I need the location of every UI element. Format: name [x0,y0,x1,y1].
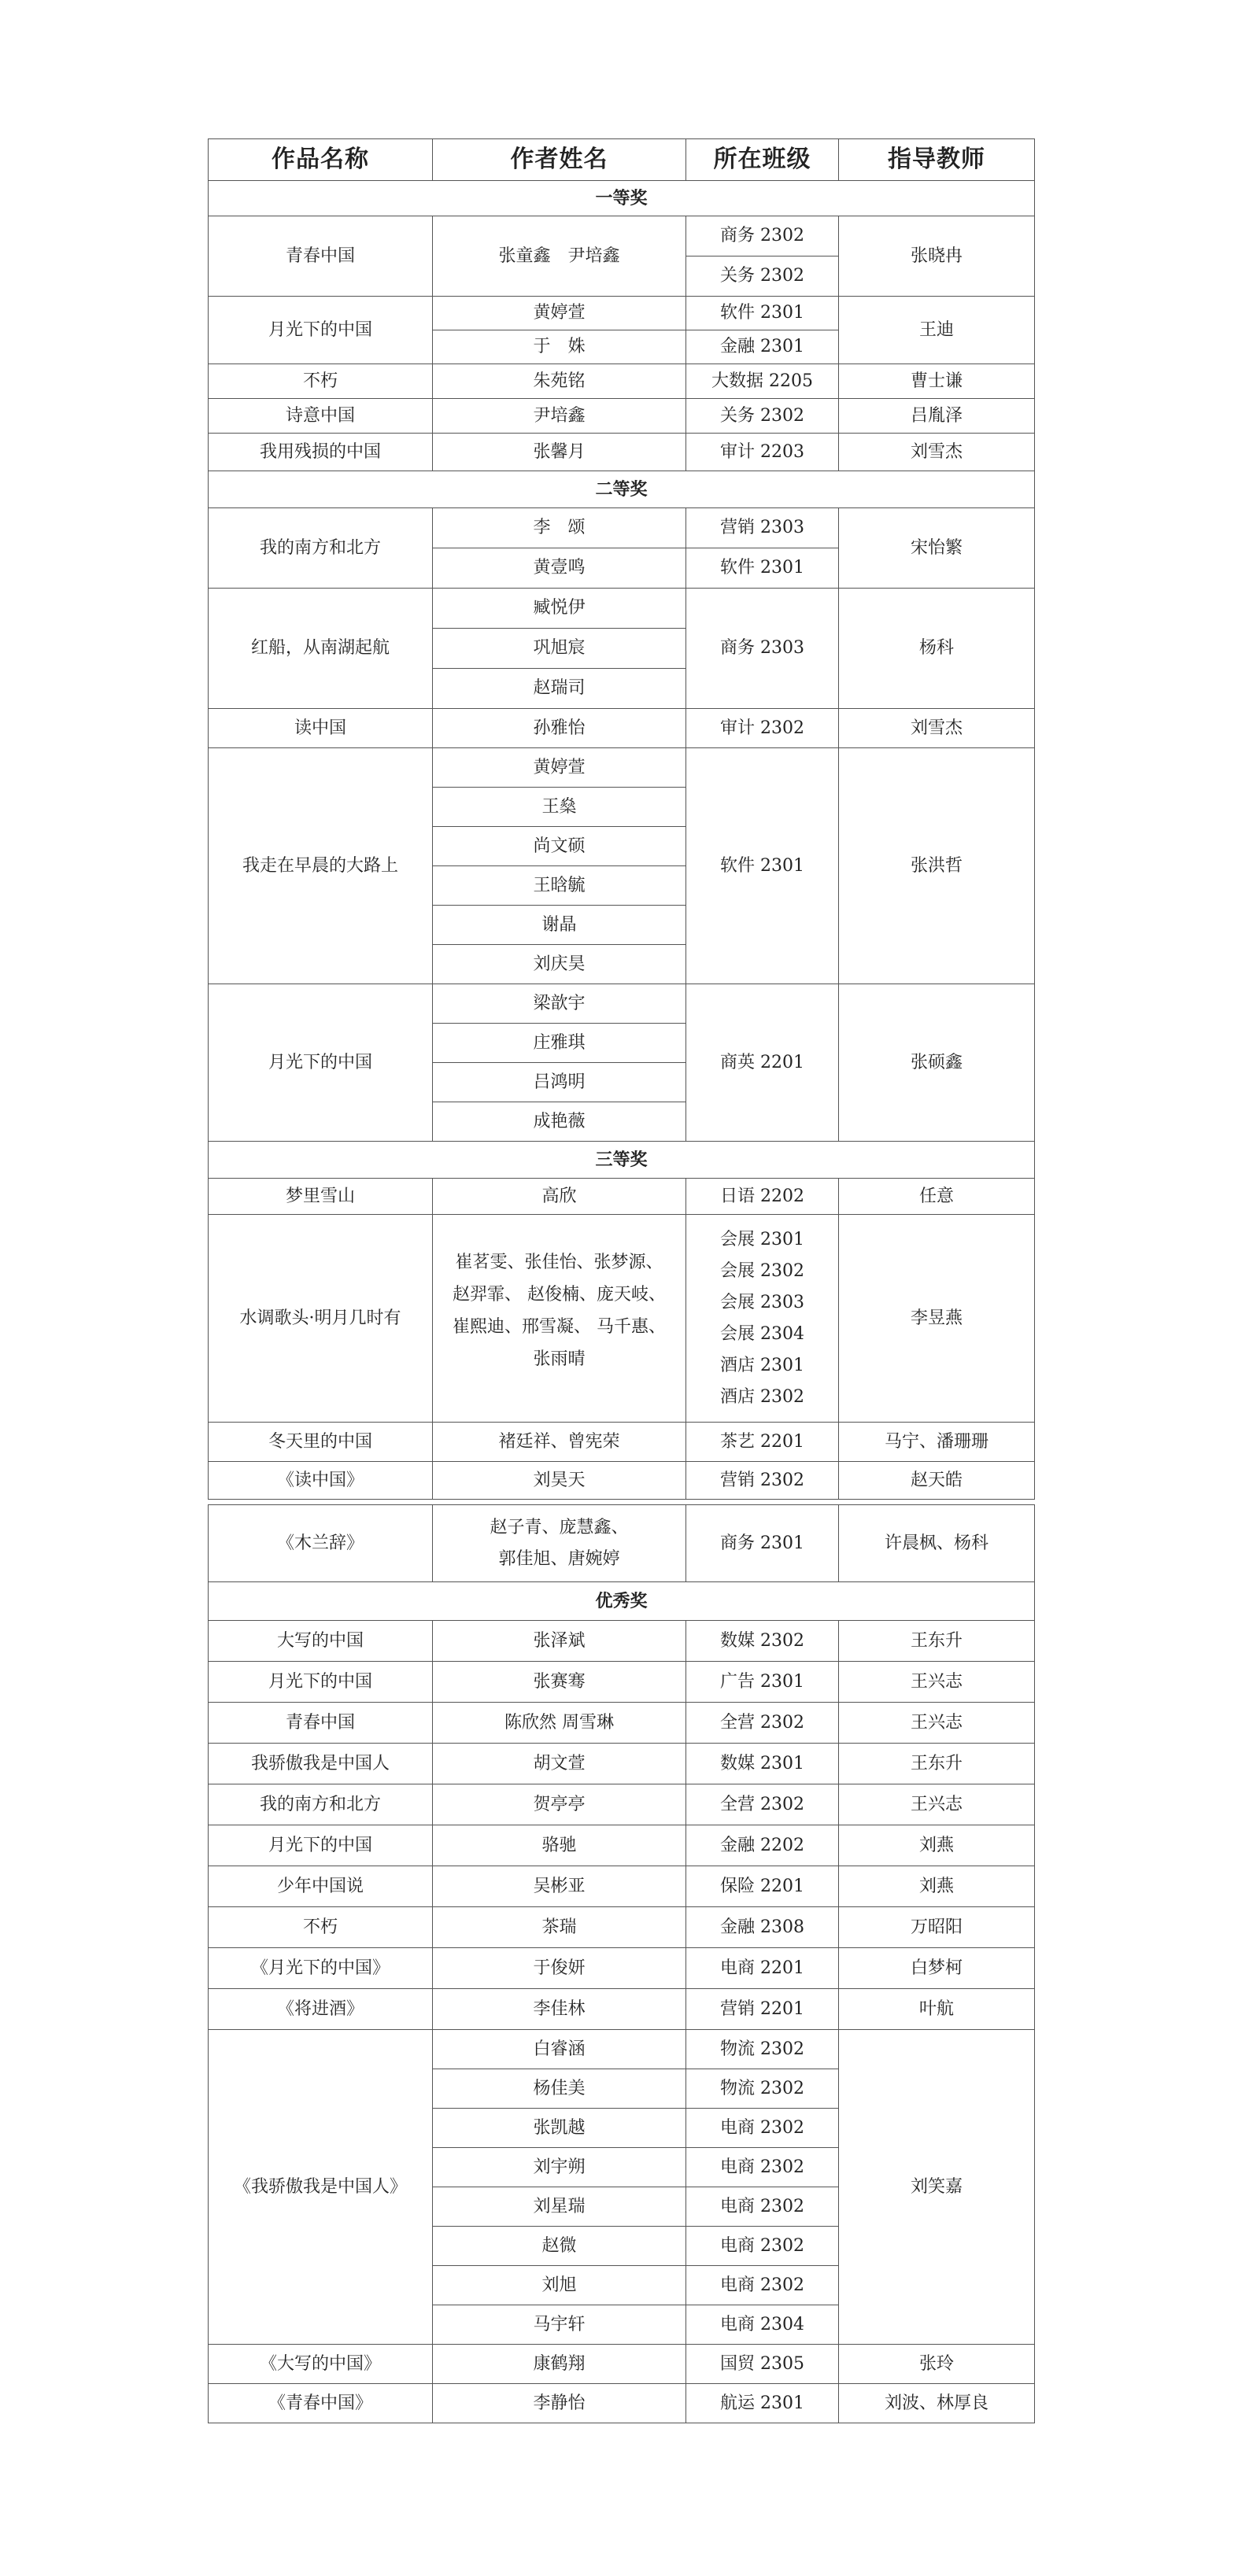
author-name: 黄壹鸣 [433,548,686,589]
work-name: 我骄傲我是中国人 [209,1744,433,1784]
table-row [209,1215,1035,1423]
class-line: 酒店 2302 [720,1386,804,1407]
teacher-name: 王兴志 [839,1662,1035,1703]
author-name: 尚文硕 [433,827,686,866]
author-name: 于俊妍 [433,1948,686,1989]
table-row [209,508,1035,548]
section-row-excellent [209,1582,1035,1621]
work-name: 我用残损的中国 [209,434,433,471]
class-name: 商务 2302 [686,216,839,256]
author-name: 巩旭宸 [433,629,686,669]
class-name: 电商 2302 [686,2109,839,2148]
author-name: 孙雅怡 [433,709,686,748]
work-name: 不朽 [209,364,433,399]
teacher-name: 宋怡繁 [839,508,1035,589]
work-name: 《月光下的中国》 [209,1948,433,1989]
class-line: 会展 2304 [720,1323,804,1344]
section-row-first [209,181,1035,216]
work-name: 读中国 [209,709,433,748]
work-name: 梦里雪山 [209,1179,433,1215]
class-name: 金融 2308 [686,1907,839,1948]
teacher-name: 李昱燕 [839,1215,1035,1423]
work-name: 冬天里的中国 [209,1423,433,1462]
author-name: 白睿涵 [433,2030,686,2069]
author-name: 张馨月 [433,434,686,471]
teacher-name: 万昭阳 [839,1907,1035,1948]
author-name: 张凯越 [433,2109,686,2148]
author-name: 张童鑫 尹培鑫 [433,216,686,297]
work-name: 青春中国 [209,216,433,297]
author-name: 于 姝 [433,330,686,364]
table-row [209,364,1035,399]
table-row [209,1505,1035,1582]
teacher-name: 许晨枫、杨科 [839,1505,1035,1582]
table-row [209,1179,1035,1215]
work-name: 月光下的中国 [209,1825,433,1866]
table-row [209,297,1035,330]
teacher-name: 刘波、林厚良 [839,2384,1035,2423]
work-name: 我走在早晨的大路上 [209,748,433,984]
class-name: 软件 2301 [686,748,839,984]
work-name: 青春中国 [209,1703,433,1744]
table-row [209,1948,1035,1989]
author-name: 梁歆宇 [433,984,686,1024]
section-row-second [209,471,1035,508]
teacher-name: 王迪 [839,297,1035,364]
author-name: 刘昊天 [433,1462,686,1500]
author-name: 贺亭亭 [433,1784,686,1825]
author-name: 胡文萱 [433,1744,686,1784]
table-row [209,1825,1035,1866]
author-name: 吴彬亚 [433,1866,686,1907]
author-name: 刘庆昊 [433,945,686,984]
author-name: 成艳薇 [433,1102,686,1142]
class-name: 营销 2201 [686,1989,839,2030]
author-line: 郭佳旭、唐婉婷 [498,1548,620,1569]
class-name: 保险 2201 [686,1866,839,1907]
author-line: 崔熙迪、邢雪凝、 马千惠、 [453,1317,666,1337]
table-row [209,1462,1035,1500]
author-name: 黄婷萱 [433,297,686,330]
author-name: 臧悦伊 [433,589,686,629]
author-name: 李 颂 [433,508,686,548]
teacher-name: 吕胤泽 [839,399,1035,434]
class-name: 电商 2201 [686,1948,839,1989]
class-name: 物流 2302 [686,2069,839,2109]
class-name: 全营 2302 [686,1784,839,1825]
class-name: 数媒 2301 [686,1744,839,1784]
author-name: 刘星瑞 [433,2187,686,2227]
teacher-name: 张玲 [839,2345,1035,2384]
author-name: 朱苑铭 [433,364,686,399]
work-name: 我的南方和北方 [209,508,433,589]
table-row [209,1621,1035,1662]
class-name: 电商 2302 [686,2187,839,2227]
author-name: 茶瑞 [433,1907,686,1948]
class-name: 电商 2302 [686,2148,839,2187]
author-name: 陈欣然 周雪琳 [433,1703,686,1744]
author-line: 崔茗雯、张佳怡、张梦源、 [455,1253,663,1272]
author-name: 褚廷祥、曾宪荣 [433,1423,686,1462]
class-name: 关务 2302 [686,256,839,297]
author-name: 刘宇朔 [433,2148,686,2187]
class-name: 商务 2303 [686,589,839,709]
author-name: 刘旭 [433,2266,686,2305]
table-row [209,2345,1035,2384]
table-row [209,709,1035,748]
table-row [209,1423,1035,1462]
class-name-list [686,1215,839,1423]
table-row [209,1744,1035,1784]
class-name: 软件 2301 [686,297,839,330]
work-name: 《木兰辞》 [209,1505,433,1582]
class-name: 国贸 2305 [686,2345,839,2384]
teacher-name: 刘燕 [839,1825,1035,1866]
author-line: 赵羿霏、 赵俊楠、庞天岐、 [453,1285,666,1305]
author-name: 王晗毓 [433,866,686,906]
table-row [209,1703,1035,1744]
work-name: 我的南方和北方 [209,1784,433,1825]
class-line: 酒店 2301 [720,1355,804,1375]
table-row [209,399,1035,434]
section-title-third: 三等奖 [209,1142,1035,1179]
work-name: 少年中国说 [209,1866,433,1907]
table-row [209,2384,1035,2423]
class-name: 营销 2303 [686,508,839,548]
class-name: 茶艺 2201 [686,1423,839,1462]
teacher-name: 刘燕 [839,1866,1035,1907]
class-name: 审计 2302 [686,709,839,748]
class-name: 电商 2302 [686,2266,839,2305]
teacher-name: 马宁、潘珊珊 [839,1423,1035,1462]
work-name: 《大写的中国》 [209,2345,433,2384]
teacher-name: 刘雪杰 [839,709,1035,748]
author-name: 马宇轩 [433,2305,686,2345]
author-name: 李佳林 [433,1989,686,2030]
teacher-name: 赵天皓 [839,1462,1035,1500]
table-row [209,1989,1035,2030]
teacher-name: 任意 [839,1179,1035,1215]
class-name: 全营 2302 [686,1703,839,1744]
class-name: 电商 2304 [686,2305,839,2345]
award-table-main [208,138,1035,1500]
section-row-third [209,1142,1035,1179]
teacher-name: 王东升 [839,1621,1035,1662]
header-author-name: 作者姓名 [433,139,686,181]
class-name: 审计 2203 [686,434,839,471]
work-name: 月光下的中国 [209,984,433,1142]
work-name: 《将进酒》 [209,1989,433,2030]
class-name: 营销 2302 [686,1462,839,1500]
award-table-continued [208,1504,1035,2423]
teacher-name: 张洪哲 [839,748,1035,984]
teacher-name: 刘笑嘉 [839,2030,1035,2345]
teacher-name: 王东升 [839,1744,1035,1784]
author-name: 李静怡 [433,2384,686,2423]
author-name: 黄婷萱 [433,748,686,788]
teacher-name: 刘雪杰 [839,434,1035,471]
author-name: 王燊 [433,788,686,827]
class-name: 金融 2301 [686,330,839,364]
table-row [209,434,1035,471]
header-class: 所在班级 [686,139,839,181]
teacher-name: 曹士谦 [839,364,1035,399]
work-name: 《我骄傲我是中国人》 [209,2030,433,2345]
author-name: 张泽斌 [433,1621,686,1662]
work-name: 红船，从南湖起航 [209,589,433,709]
work-name: 不朽 [209,1907,433,1948]
class-name: 日语 2202 [686,1179,839,1215]
author-name: 赵瑞司 [433,669,686,709]
header-work-name: 作品名称 [209,139,433,181]
class-name: 大数据 2205 [686,364,839,399]
class-name: 商英 2201 [686,984,839,1142]
author-name: 庄雅琪 [433,1024,686,1063]
work-name: 水调歌头·明月几时有 [209,1215,433,1423]
section-title-second: 二等奖 [209,471,1035,508]
work-name: 大写的中国 [209,1621,433,1662]
class-name: 软件 2301 [686,548,839,589]
teacher-name: 张硕鑫 [839,984,1035,1142]
section-title-excellent: 优秀奖 [209,1582,1035,1621]
table-row [209,216,1035,256]
class-name: 金融 2202 [686,1825,839,1866]
teacher-name: 王兴志 [839,1703,1035,1744]
class-name: 电商 2302 [686,2227,839,2266]
teacher-name: 叶航 [839,1989,1035,2030]
author-name: 谢晶 [433,906,686,945]
class-name: 数媒 2302 [686,1621,839,1662]
author-name: 高欣 [433,1179,686,1215]
table-row [209,2030,1035,2069]
class-name: 航运 2301 [686,2384,839,2423]
class-name: 广告 2301 [686,1662,839,1703]
header-teacher: 指导教师 [839,139,1035,181]
table-row [209,1784,1035,1825]
author-line: 赵子青、庞慧鑫、 [490,1517,629,1537]
table-row [209,1907,1035,1948]
author-name: 赵微 [433,2227,686,2266]
author-name: 杨佳美 [433,2069,686,2109]
author-line: 张雨晴 [533,1349,586,1369]
class-line: 会展 2303 [720,1292,804,1312]
work-name: 诗意中国 [209,399,433,434]
class-line: 会展 2301 [720,1229,804,1249]
teacher-name: 杨科 [839,589,1035,709]
table-row [209,984,1035,1024]
author-name: 骆驰 [433,1825,686,1866]
teacher-name: 张晓冉 [839,216,1035,297]
table-row [209,1866,1035,1907]
table-row [209,748,1035,788]
work-name: 月光下的中国 [209,297,433,364]
class-name: 物流 2302 [686,2030,839,2069]
work-name: 《读中国》 [209,1462,433,1500]
class-line: 会展 2302 [720,1260,804,1281]
class-name: 关务 2302 [686,399,839,434]
class-name: 商务 2301 [686,1505,839,1582]
author-name: 吕鸿明 [433,1063,686,1102]
table-row [209,1662,1035,1703]
section-title-first: 一等奖 [209,181,1035,216]
teacher-name: 白梦柯 [839,1948,1035,1989]
author-name: 张赛骞 [433,1662,686,1703]
author-name: 康鹤翔 [433,2345,686,2384]
table-row [209,589,1035,629]
author-name: 尹培鑫 [433,399,686,434]
author-name-list [433,1215,686,1423]
author-name-list [433,1505,686,1582]
work-name: 《青春中国》 [209,2384,433,2423]
teacher-name: 王兴志 [839,1784,1035,1825]
work-name: 月光下的中国 [209,1662,433,1703]
table-header-row [209,139,1035,181]
